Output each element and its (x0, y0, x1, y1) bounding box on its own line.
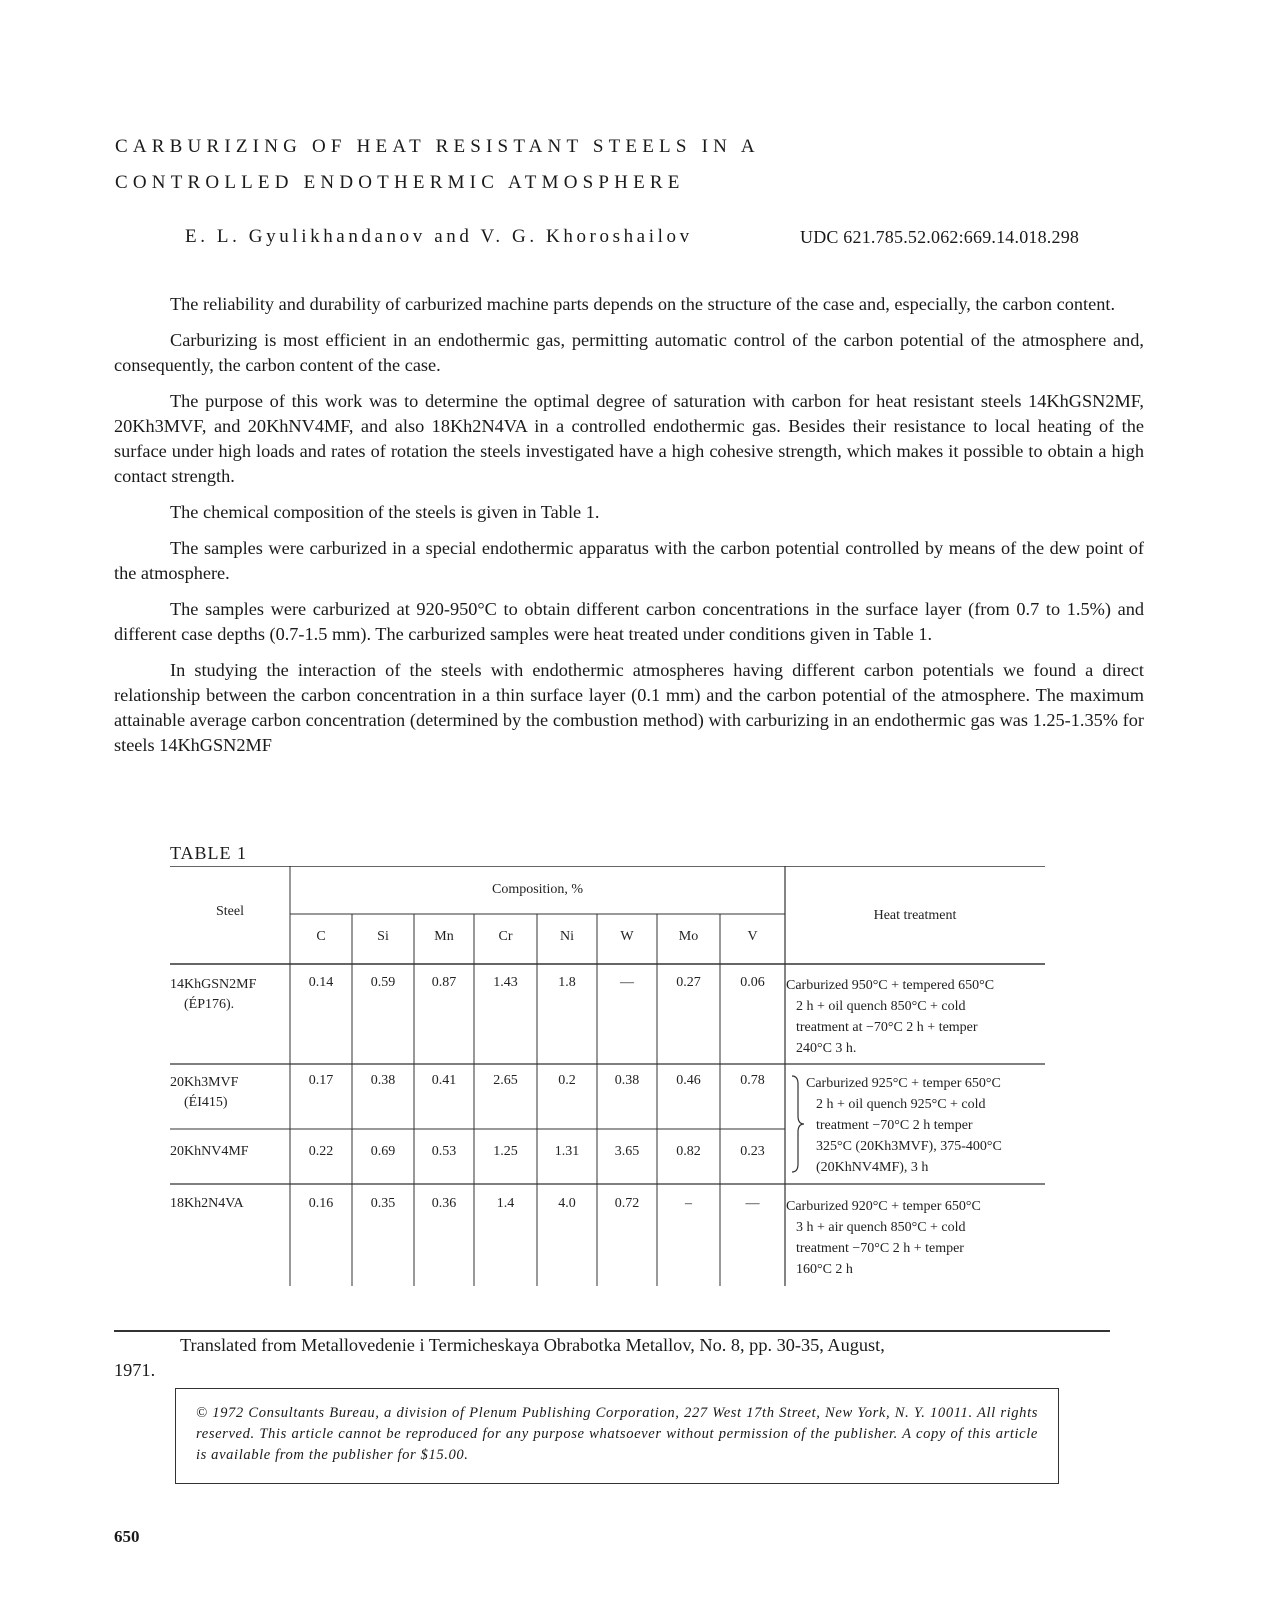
page-number: 650 (114, 1527, 140, 1546)
value-cell: 0.16 (308, 1196, 334, 1211)
element-header: Mn (434, 929, 454, 944)
value-cell: 0.22 (308, 1144, 334, 1159)
element-header: C (316, 929, 326, 944)
udc-code: UDC 621.785.52.062:669.14.018.298 (800, 227, 1080, 247)
value-cell: 0.59 (370, 975, 396, 990)
heat-treatment-cell: Carburized 920°C + temper 650°C 3 h + air quench 850°C + cold treatment −70°C 2 h + temper 160°C 2 h (786, 1199, 981, 1277)
paragraph: Carburizing is most efficient in an endothermic gas, permitting automatic control of the carbon potential of the atmosphere and, consequently, the carbon content of the case. (114, 330, 1144, 375)
paragraph: The reliability and durability of carburized machine parts depends on the structure of the case and, especially, the carbon content. (170, 294, 1116, 314)
element-header: Cr (498, 929, 513, 944)
paragraph: The chemical composition of the steels is given in Table 1. (170, 502, 600, 522)
value-cell: 0.87 (431, 975, 457, 990)
title-line-1: CARBURIZING OF HEAT RESISTANT STEELS IN A (115, 136, 760, 157)
table-row-steel: 14KhGSN2MF (ÉP176). (170, 977, 257, 1012)
table-row-steel: 18Kh2N4VA (170, 1196, 244, 1211)
value-cell: 1.31 (554, 1144, 580, 1159)
paragraph: The samples were carburized at 920-950°C to obtain different carbon concentrations in the surface layer (from 0.7 to 1.5%) and different case depths (0.7-1.5 mm). The carburized samples were heat treated under conditions given in Table 1. (114, 599, 1144, 644)
title-line-2: CONTROLLED ENDOTHERMIC ATMOSPHERE (115, 172, 685, 193)
value-cell: 0.06 (740, 975, 765, 990)
heat-treatment-cell: Carburized 950°C + tempered 650°C 2 h + oil quench 850°C + cold treatment at −70°C 2 h + temper 240°C 3 h. (786, 978, 995, 1056)
footnote-rule (114, 1330, 1110, 1332)
value-cell: 0.41 (431, 1073, 457, 1088)
value-cell: — (745, 1196, 760, 1211)
heat-treatment-cell: Carburized 925°C + temper 650°C 2 h + oil quench 925°C + cold treatment −70°C 2 h temper 325°C (20Kh3MVF), 375-400°C (20KhNV4MF), 3 h (806, 1076, 1002, 1175)
value-cell: 1.4 (496, 1196, 515, 1211)
article-body (114, 292, 1144, 769)
value-cell: 0.27 (676, 975, 701, 990)
value-cell: – (685, 1196, 692, 1211)
value-cell: 1.8 (558, 975, 576, 990)
paragraph: The purpose of this work was to determine the optimal degree of saturation with carbon for heat resistant steels 14KhGSN2MF, 20Kh3MVF, and 20KhNV4MF, and also 18Kh2N4VA in a controlled endothermic gas. Besides their resistance to local heating of the surface under high loads and rates of rotation the steels investigated have a high cohesive strength, which makes it possible to obtain a high contact strength. (114, 391, 1144, 486)
header-composition: Composition, % (491, 882, 583, 897)
value-cell: — (620, 975, 634, 990)
value-cell: 0.35 (370, 1196, 396, 1211)
value-cell: 0.72 (614, 1196, 640, 1211)
authors: E. L. Gyulikhandanov and V. G. Khoroshailov (185, 226, 693, 247)
copyright-box: © 1972 Consultants Bureau, a division of Plenum Publishing Corporation, 227 West 17th Street, New York, N. Y. 10011. All rights reserved. This article cannot be reproduced for any purpose whatsoever without permission of the publisher. A copy of this article is available from the publisher for $15.00. (175, 1388, 1059, 1484)
element-header: W (620, 929, 634, 944)
value-cell: 0.17 (308, 1073, 334, 1088)
table-row-steel: 20Kh3MVF (ÉI415) (170, 1075, 239, 1110)
composition-table (170, 866, 1070, 1296)
paragraph: In studying the interaction of the steels with endothermic atmospheres having different carbon potentials we found a direct relationship between the carbon concentration in a thin surface layer (0.1 mm) and the carbon potential of the atmosphere. The maximum attainable average carbon concentration (determined by the combustion method) with carburizing in an endothermic gas was 1.25-1.35% for steels 14KhGSN2MF (114, 660, 1144, 755)
value-cell: 0.38 (370, 1073, 396, 1088)
value-cell: 0.23 (740, 1144, 765, 1159)
value-cell: 0.53 (431, 1144, 457, 1159)
element-header: V (747, 929, 758, 944)
value-cell: 2.65 (493, 1073, 518, 1088)
element-header: Mo (678, 929, 699, 944)
value-cell: 0.78 (740, 1073, 765, 1088)
value-cell: 1.43 (493, 975, 518, 990)
value-cell: 4.0 (558, 1196, 576, 1211)
value-cell: 0.82 (676, 1144, 701, 1159)
header-heat-treatment: Heat treatment (873, 908, 957, 923)
element-header: Ni (560, 929, 574, 944)
value-cell: 0.38 (614, 1073, 640, 1088)
header-steel: Steel (216, 904, 244, 919)
table-label: TABLE 1 (170, 843, 248, 863)
value-cell: 0.2 (558, 1073, 576, 1088)
value-cell: 0.36 (431, 1196, 457, 1211)
value-cell: 3.65 (614, 1144, 640, 1159)
paragraph: The samples were carburized in a special endothermic apparatus with the carbon potential controlled by means of the dew point of the atmosphere. (114, 538, 1144, 583)
value-cell: 1.25 (493, 1144, 518, 1159)
translation-note: Translated from Metallovedenie i Termicheskaya Obrabotka Metallov, No. 8, pp. 30-35, August, 1971. (114, 1335, 885, 1380)
value-cell: 0.69 (370, 1144, 396, 1159)
value-cell: 0.46 (676, 1073, 701, 1088)
table-row-steel: 20KhNV4MF (170, 1144, 249, 1159)
element-header: Si (377, 929, 389, 944)
value-cell: 0.14 (308, 975, 334, 990)
